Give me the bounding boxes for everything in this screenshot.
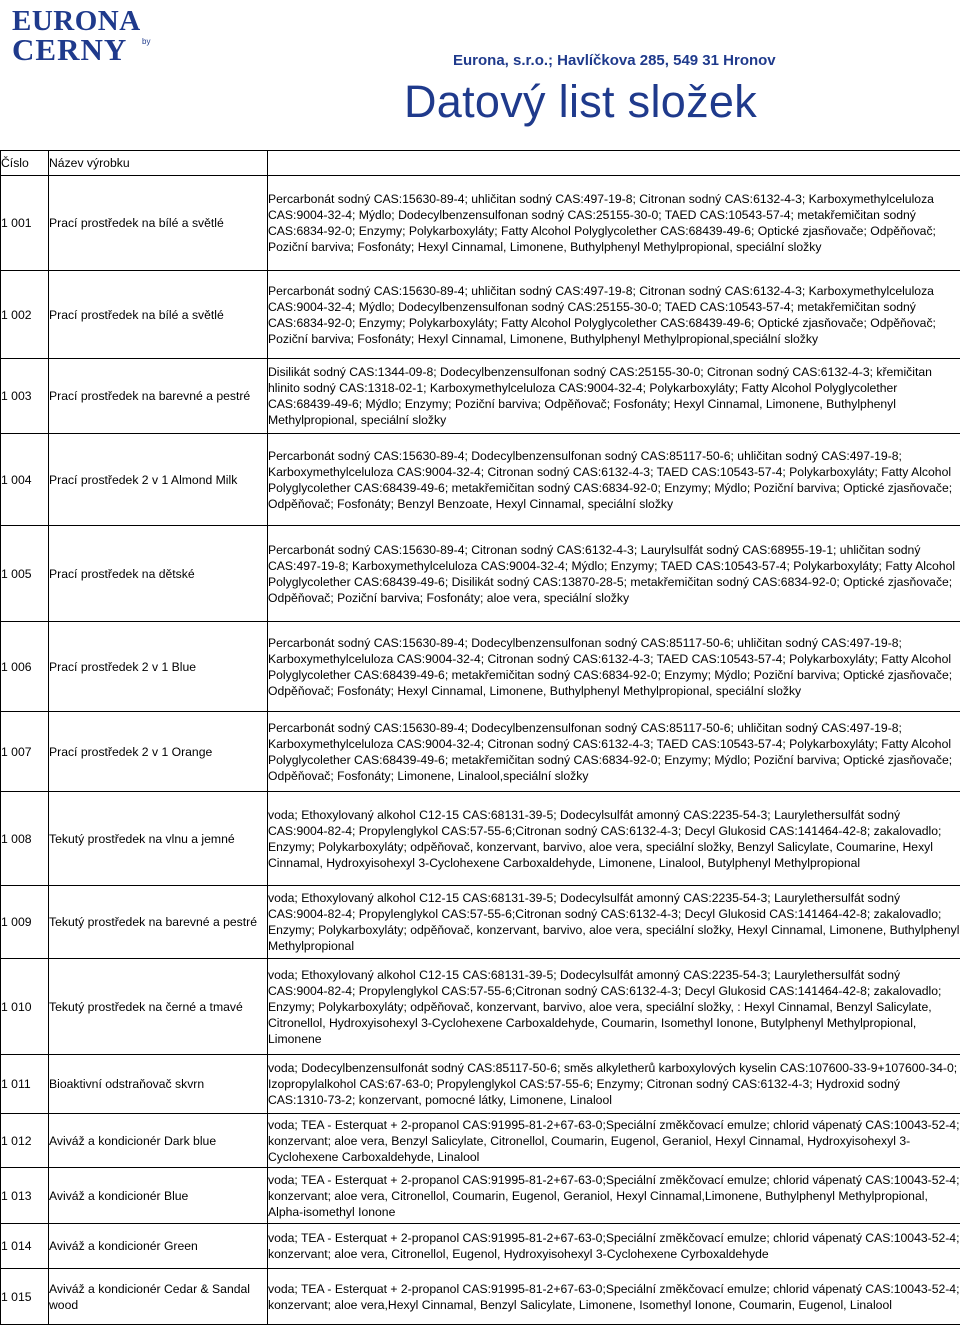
- product-number: 1 002: [1, 271, 49, 359]
- table-row: [1, 1168, 960, 1224]
- product-name: Aviváž a kondicionér Green: [49, 1224, 268, 1269]
- page-title: Datový list složek: [404, 76, 758, 127]
- product-name: Bioaktivní odstraňovač skvrn: [49, 1055, 268, 1114]
- logo-by: by: [142, 37, 151, 46]
- product-number: 1 003: [1, 359, 49, 434]
- table-row: [1, 176, 960, 271]
- product-components: Percarbonát sodný CAS:15630-89-4; Dodecylbenzensulfonan sodný CAS:85117-50-6; uhličitan sodný CAS:497-19-8; Karboxymethylceluloza CAS:9004-32-4; Citronan sodný CAS:6132-4-3; TAED CAS:10543-57-4; Polykarboxyláty; Fatty Alcohol Polyglycolether CAS:68439-49-6; metakřemičitan sodný CAS:6834-92-0; Enzymy; Mýdlo; Poziční barviva; Optické zjasňovače; Odpěňovač; Fosfonáty; Benzyl Benzoate, Hexyl Cinnamal, speciální složky: [268, 434, 960, 526]
- product-components: voda; TEA - Esterquat + 2-propanol CAS:91995-81-2+67-63-0;Speciální změkčovací emulze; chlorid vápenatý CAS:10043-52-4; konzervant; aloe vera, Citronellol, Eugenol, Hydroxyisohexyl 3-Cyclohexene Cyrboxaldehyde: [268, 1224, 960, 1269]
- product-components: Percarbonát sodný CAS:15630-89-4; uhličitan sodný CAS:497-19-8; Citronan sodný CAS:6132-4-3; Karboxymethylceluloza CAS:9004-32-4; Mýdlo; Dodecylbenzensulfonan sodný CAS:25155-30-0; TAED CAS:10543-57-4; metakřemičitan sodný CAS:6834-92-0; Enzymy; Polykarboxyláty; Fatty Alcohol Polyglycolether CAS:68439-49-6; Optické zjasňovače; Odpěňovač; Poziční barviva; Fosfonáty; Hexyl Cinnamal, Limonene, Buthylphenyl Methylpropional,speciální složky: [268, 271, 960, 359]
- column-header-number: Číslo: [1, 151, 49, 176]
- components-table: [0, 150, 960, 1325]
- product-name: Aviváž a kondicionér Cedar & Sandal wood: [49, 1269, 268, 1325]
- table-row: [1, 1269, 960, 1325]
- product-name: Prací prostředek 2 v 1 Blue: [49, 622, 268, 712]
- product-components: voda; Ethoxylovaný alkohol C12-15 CAS:68131-39-5; Dodecylsulfát amonný CAS:2235-54-3; Laurylethersulfát sodný CAS:9004-82-4; Propylenglykol CAS:57-55-6;Citronan sodný CAS:6132-4-3; Decyl Glukosid CAS:141464-42-8; zakalovadlo; Enzymy; Polykarboxyláty; odpěňovač, konzervant, barvivo, aloe vera, speciální složky, Benzyl Salicylate, Coumarine, Hexyl Cinnamal, Hydroxyisohexyl 3-Cyclohexene Carboxaldehyde, Limonene, Linalool, Butylphenyl Methylpropional: [268, 792, 960, 886]
- table-row: [1, 359, 960, 434]
- product-number: 1 013: [1, 1168, 49, 1224]
- column-header-name: Název výrobku: [49, 151, 268, 176]
- logo-line2: CERNY: [12, 32, 128, 64]
- product-components: voda; Dodecylbenzensulfonát sodný CAS:85117-50-6; směs alkyletherů karboxylových kyselin CAS:107600-33-9+107600-34-0; Izopropylalkohol CAS:67-63-0; Propylenglykol CAS:57-55-6; Enzymy; Citronan sodný CAS:6132-4-3; Hydroxid sodný CAS:1310-73-2; konzervant, pomocné látky, Limonene, Linalool: [268, 1055, 960, 1114]
- table-row: [1, 271, 960, 359]
- product-number: 1 005: [1, 526, 49, 622]
- product-number: 1 015: [1, 1269, 49, 1325]
- product-number: 1 001: [1, 176, 49, 271]
- table-row: [1, 792, 960, 886]
- product-components: voda; Ethoxylovaný alkohol C12-15 CAS:68131-39-5; Dodecylsulfát amonný CAS:2235-54-3; Laurylethersulfát sodný CAS:9004-82-4; Propylenglykol CAS:57-55-6;Citronan sodný CAS:6132-4-3; Decyl Glukosid CAS:141464-42-8; zakalovadlo; Enzymy; Polykarboxyláty; odpěňovač, konzervant, barvivo, aloe vera, speciální složky, Hexyl Cinnamal, Limonene, Buthylphenyl Methylpropional: [268, 886, 960, 959]
- column-header-components: [268, 151, 960, 176]
- table-row: [1, 434, 960, 526]
- product-number: 1 014: [1, 1224, 49, 1269]
- product-name: Tekutý prostředek na černé a tmavé: [49, 959, 268, 1055]
- logo-line1: EURONA: [12, 5, 141, 37]
- product-name: Prací prostředek na barevné a pestré: [49, 359, 268, 434]
- product-number: 1 006: [1, 622, 49, 712]
- product-components: voda; Ethoxylovaný alkohol C12-15 CAS:68131-39-5; Dodecylsulfát amonný CAS:2235-54-3; Laurylethersulfát sodný CAS:9004-82-4; Propylenglykol CAS:57-55-6;Citronan sodný CAS:6132-4-3; Decyl Glukosid CAS:141464-42-8; zakalovadlo; Enzymy; Polykarboxyláty; odpěňovač, konzervant, barvivo, aloe vera, speciální složky, : Hexyl Cinnamal, Benzyl Salicylate, Citronellol, Hydroxyisohexyl 3-Cyclohexene Carboxaldehyde, Coumarin, Isomethyl Ionone, Butylphenyl Methylpropional, Limonene: [268, 959, 960, 1055]
- table-row: [1, 1224, 960, 1269]
- product-components: Percarbonát sodný CAS:15630-89-4; uhličitan sodný CAS:497-19-8; Citronan sodný CAS:6132-4-3; Karboxymethylceluloza CAS:9004-32-4; Mýdlo; Dodecylbenzensulfonan sodný CAS:25155-30-0; TAED CAS:10543-57-4; metakřemičitan sodný CAS:6834-92-0; Enzymy; Polykarboxyláty; Fatty Alcohol Polyglycolether CAS:68439-49-6; Optické zjasňovače; Odpěňovač; Poziční barviva; Fosfonáty; Hexyl Cinnamal, Limonene, Buthylphenyl Methylpropional, speciální složky: [268, 176, 960, 271]
- table-body: [1, 176, 960, 1325]
- product-number: 1 011: [1, 1055, 49, 1114]
- product-name: Prací prostředek 2 v 1 Almond Milk: [49, 434, 268, 526]
- product-number: 1 009: [1, 886, 49, 959]
- table-row: [1, 1114, 960, 1168]
- product-name: Prací prostředek 2 v 1 Orange: [49, 712, 268, 792]
- product-components: voda; TEA - Esterquat + 2-propanol CAS:91995-81-2+67-63-0;Speciální změkčovací emulze; chlorid vápenatý CAS:10043-52-4; konzervant; aloe vera,Hexyl Cinnamal, Benzyl Salicylate, Limonene, Isomethyl Ionone, Coumarin, Eugenol, Linalool: [268, 1269, 960, 1325]
- product-number: 1 012: [1, 1114, 49, 1168]
- product-components: Percarbonát sodný CAS:15630-89-4; Dodecylbenzensulfonan sodný CAS:85117-50-6; uhličitan sodný CAS:497-19-8; Karboxymethylceluloza CAS:9004-32-4; Citronan sodný CAS:6132-4-3; TAED CAS:10543-57-4; Polykarboxyláty; Fatty Alcohol Polyglycolether CAS:68439-49-6; metakřemičitan sodný CAS:6834-92-0; Enzymy; Mýdlo; Poziční barviva; Optické zjasňovače; Odpěňovač; Fosfonáty; Hexyl Cinnamal, Limonene, Buthylphenyl Methylpropional, speciální složky: [268, 622, 960, 712]
- table-row: [1, 1055, 960, 1114]
- product-components: Percarbonát sodný CAS:15630-89-4; Dodecylbenzensulfonan sodný CAS:85117-50-6; uhličitan sodný CAS:497-19-8; Karboxymethylceluloza CAS:9004-32-4; Citronan sodný CAS:6132-4-3; TAED CAS:10543-57-4; Polykarboxyláty; Fatty Alcohol Polyglycolether CAS:68439-49-6; metakřemičitan sodný CAS:6834-92-0; Enzymy; Mýdlo; Poziční barviva; Optické zjasňovače; Odpěňovač; Fosfonáty; Limonene, Linalool,speciální složky: [268, 712, 960, 792]
- product-name: Prací prostředek na bílé a světlé: [49, 271, 268, 359]
- product-name: Aviváž a kondicionér Dark blue: [49, 1114, 268, 1168]
- product-number: 1 004: [1, 434, 49, 526]
- product-name: Prací prostředek na bílé a světlé: [49, 176, 268, 271]
- product-components: Disilikát sodný CAS:1344-09-8; Dodecylbenzensulfonan sodný CAS:25155-30-0; Citronan sodný CAS:6132-4-3; křemičitan hlinito sodný CAS:1318-02-1; Karboxymethylceluloza CAS:9004-32-4; Polykarboxyláty; Fatty Alcohol Polyglycolether CAS:68439-49-6; Mýdlo; Enzymy; Poziční barviva; Odpěňovač; Fosfonáty; Hexyl Cinnamal, Limonene, Buthylphenyl Methylpropional, speciální složky: [268, 359, 960, 434]
- product-name: Tekutý prostředek na barevné a pestré: [49, 886, 268, 959]
- product-components: Percarbonát sodný CAS:15630-89-4; Citronan sodný CAS:6132-4-3; Laurylsulfát sodný CAS:68955-19-1; uhličitan sodný CAS:497-19-8; Karboxymethylceluloza CAS:9004-32-4; Mýdlo; Enzymy; TAED CAS:10543-57-4; Polykarboxyláty; Fatty Alcohol Polyglycolether CAS:68439-49-6; Disilikát sodný CAS:13870-28-5; metakřemičitan sodný CAS:6834-92-0; Optické zjasňovače; Odpěňovač; Poziční barviva; Fosfonáty; aloe vera, speciální složky: [268, 526, 960, 622]
- table-row: [1, 886, 960, 959]
- product-name: Prací prostředek na dětské: [49, 526, 268, 622]
- company-address: Eurona, s.r.o.; Havlíčkova 285, 549 31 Hronov: [453, 52, 776, 69]
- product-number: 1 008: [1, 792, 49, 886]
- eurona-cerny-logo: [8, 4, 178, 64]
- product-name: Aviváž a kondicionér Blue: [49, 1168, 268, 1224]
- table-row: [1, 712, 960, 792]
- product-components: voda; TEA - Esterquat + 2-propanol CAS:91995-81-2+67-63-0;Speciální změkčovací emulze; chlorid vápenatý CAS:10043-52-4; konzervant; aloe vera, Benzyl Salicylate, Citronellol, Coumarin, Eugenol, Geraniol, Hexyl Cinnamal, Hydroxyisohexyl 3-Cyclohexene Carboxaldehyde, Linalool: [268, 1114, 960, 1168]
- product-number: 1 007: [1, 712, 49, 792]
- table-header-row: [1, 151, 960, 176]
- product-name: Tekutý prostředek na vlnu a jemné: [49, 792, 268, 886]
- table-row: [1, 622, 960, 712]
- table-row: [1, 526, 960, 622]
- table-row: [1, 959, 960, 1055]
- product-number: 1 010: [1, 959, 49, 1055]
- product-components: voda; TEA - Esterquat + 2-propanol CAS:91995-81-2+67-63-0;Speciální změkčovací emulze; chlorid vápenatý CAS:10043-52-4; konzervant; aloe vera, Citronellol, Coumarin, Eugenol, Geraniol, Hexyl Cinnamal,Limonene, Buthylphenyl Methylpropional, Alpha-isomethyl Ionone: [268, 1168, 960, 1224]
